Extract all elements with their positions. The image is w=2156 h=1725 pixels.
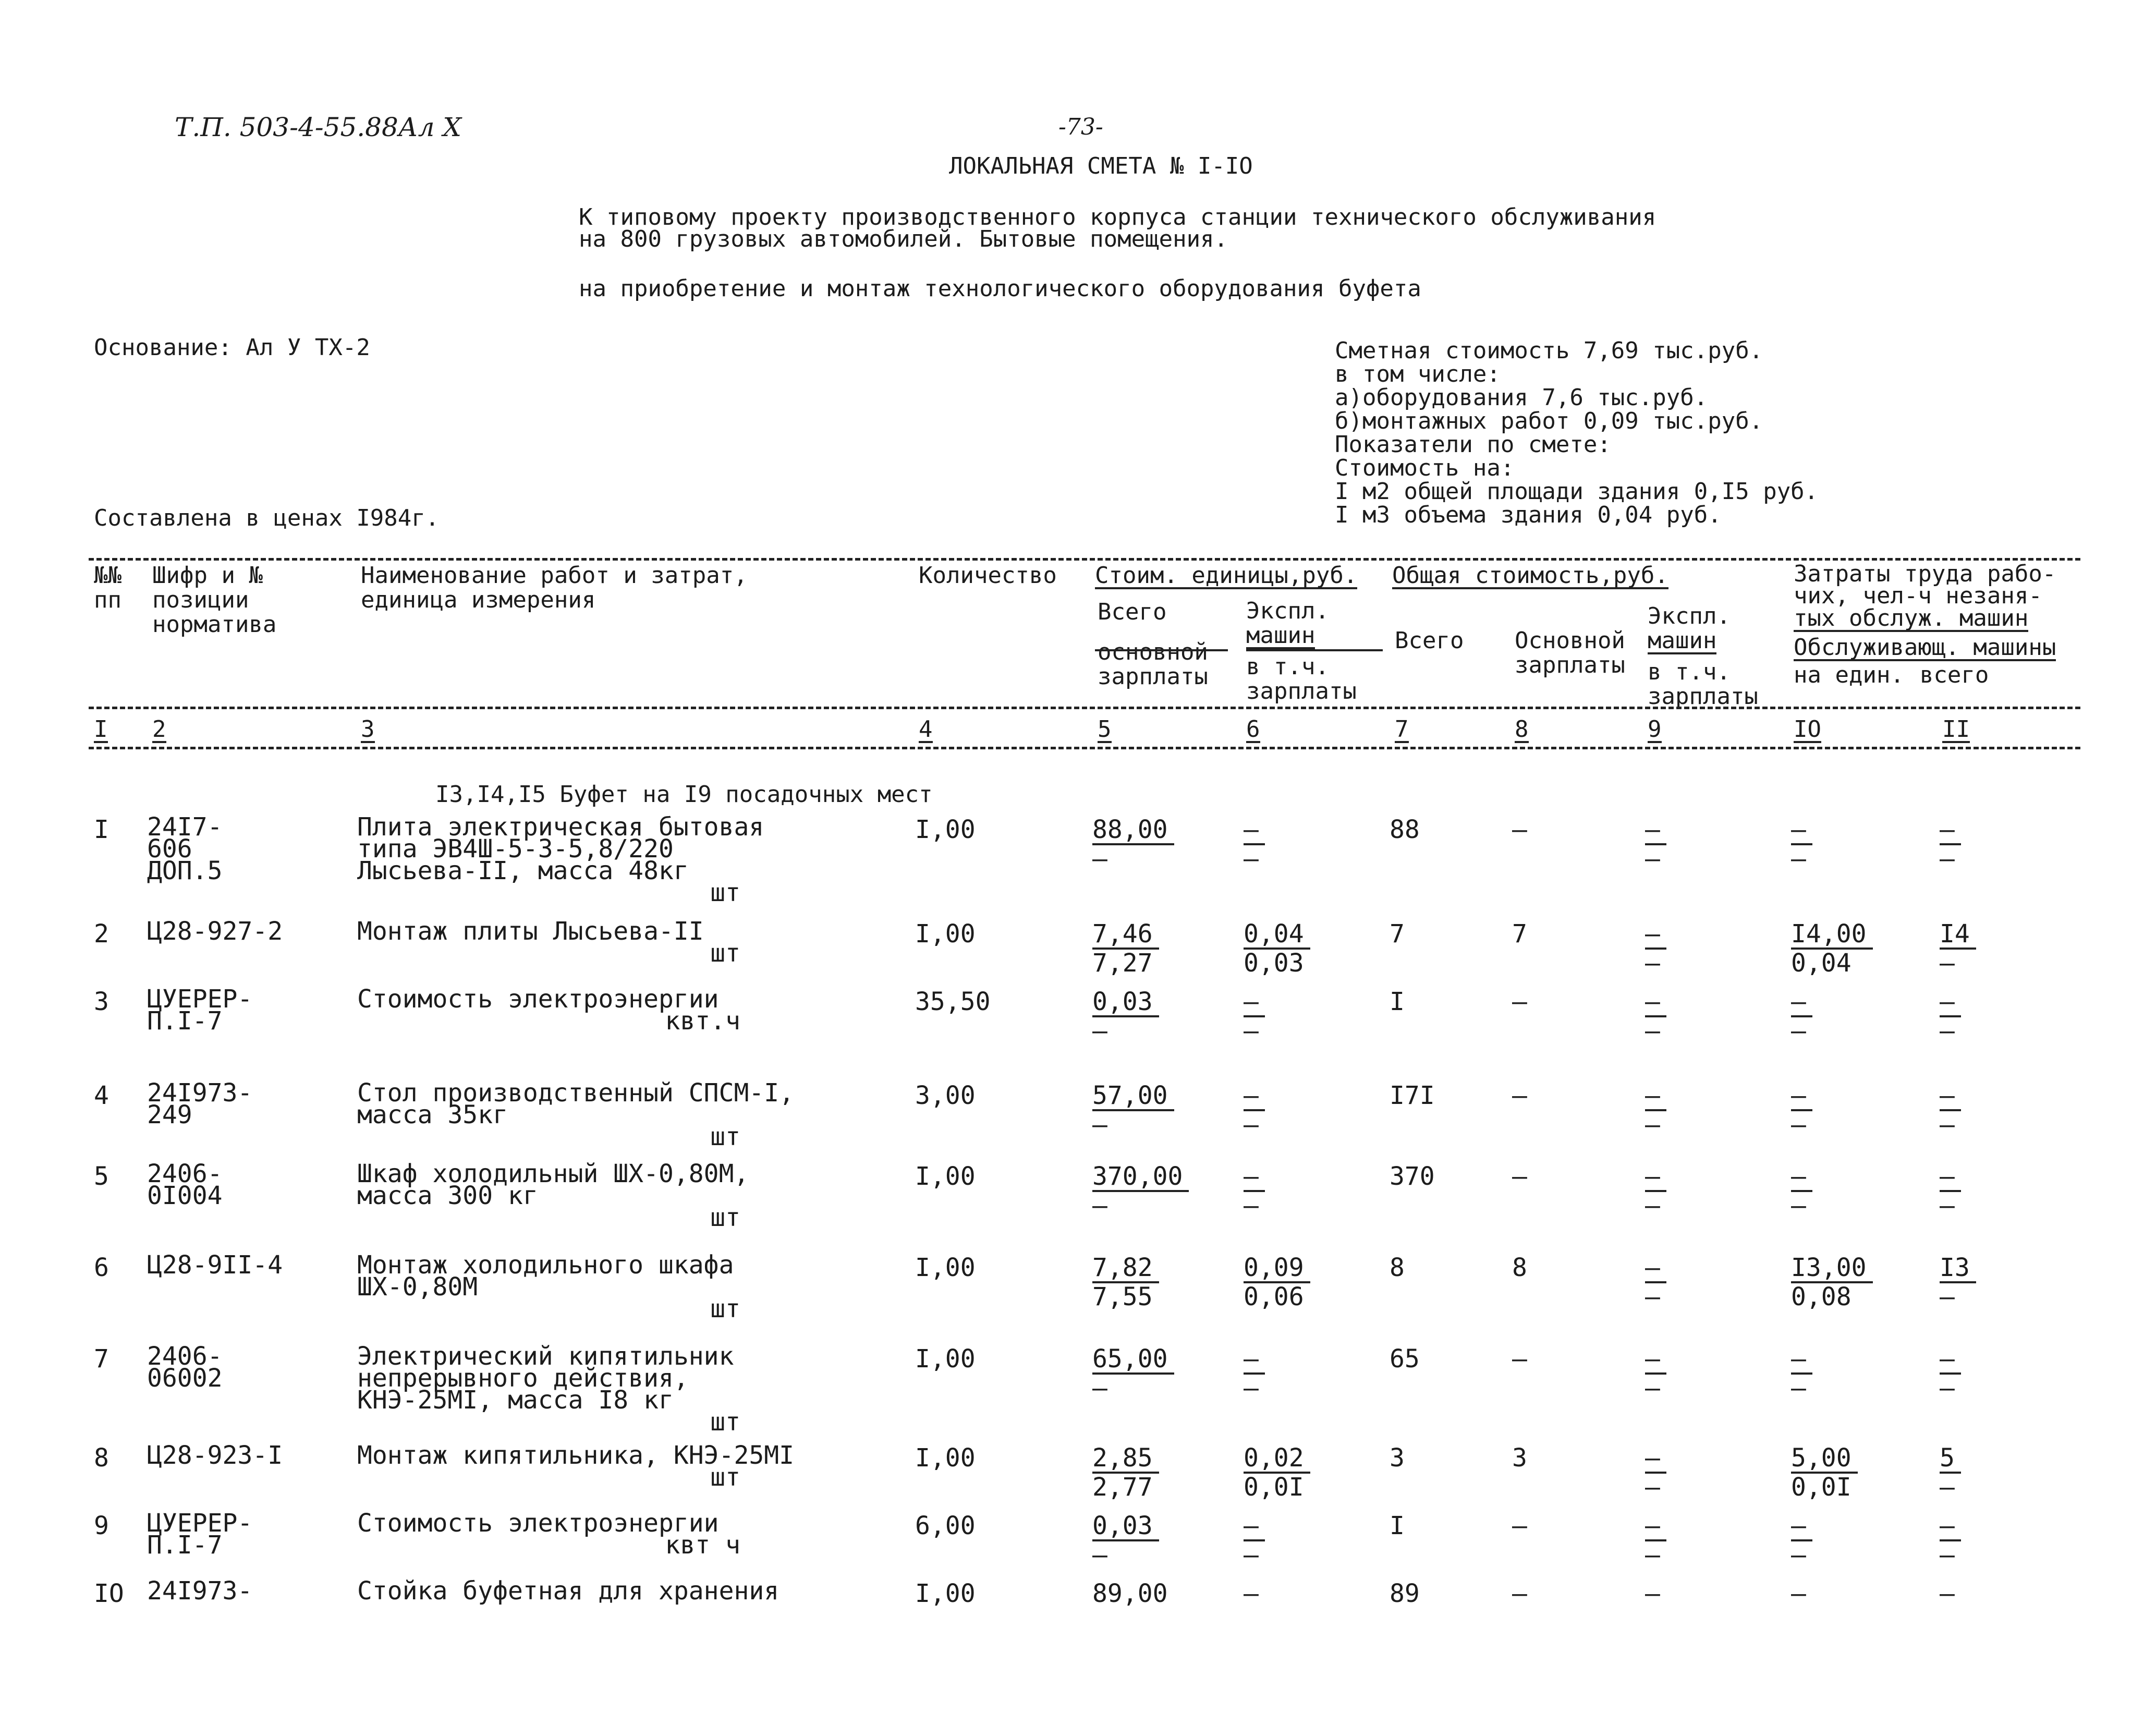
row-labor-total-bottom: – [1940,1374,1955,1403]
row-unit-cost-total [1092,1512,1159,1569]
row-labor-total [1940,1163,1961,1219]
row-total-cost: 65 [1390,1344,1420,1374]
row-labor-total-bottom: – [1940,949,1955,978]
row-name: Стол производственный СПСМ-I, масса 35кг [357,1078,795,1129]
row-quantity: 3,00 [915,1081,976,1110]
row-unit-cost-machines-bottom: – [1244,1191,1259,1220]
col-number: 7 [1395,716,1409,743]
row-labor-total [1940,920,1976,977]
row-unit-cost-total [1092,1444,1159,1501]
row-total-wages: – [1512,1081,1527,1110]
row-number: 8 [94,1443,109,1473]
row-number: I [94,815,109,844]
row-unit-cost-machines-top: – [1244,1163,1265,1192]
row-unit-cost-total-bottom: 7,55 [1092,1282,1153,1311]
row-unit-cost-total-top: 2,85 [1092,1444,1159,1474]
group-total-cost-header: Общая стоимость,руб. [1392,562,1668,589]
row-total-wages: – [1512,815,1527,844]
row-labor-total [1940,1254,1976,1310]
summary-line: Стоимость на: [1335,455,1515,481]
row-unit-cost-machines-top: – [1244,1579,1259,1608]
row-unit-cost-machines-top: – [1244,988,1265,1017]
row-total-machines [1645,1254,1666,1310]
row-labor-total-bottom: – [1940,1016,1955,1046]
row-unit-cost-machines [1244,1580,1259,1607]
row-labor-per-unit-top: – [1791,988,1812,1017]
row-name: Стоимость электроэнергии [357,985,719,1014]
row-name: Шкаф холодильный ШХ-0,80М, масса 300 кг [357,1159,749,1210]
row-number: 7 [94,1344,109,1374]
row-unit-cost-machines-bottom: – [1244,1540,1259,1570]
col-5-header: Всего основной зарплаты [1098,599,1208,690]
row-unit-cost-total [1092,920,1159,977]
row-number: 2 [94,919,109,949]
row-labor-total-bottom: – [1940,1282,1955,1311]
row-total-machines-top: – [1645,816,1666,845]
row-total-wages: – [1512,1579,1527,1608]
row-labor-per-unit-top: – [1791,816,1812,845]
row-labor-per-unit [1791,1082,1812,1138]
row-unit-cost-machines [1244,816,1265,872]
row-name: Монтаж кипятильника, КНЭ-25МI [357,1441,795,1470]
row-name: Стоимость электроэнергии [357,1509,719,1538]
page-number: -73- [1058,114,1103,140]
row-total-machines-top: – [1645,1512,1666,1541]
row-total-wages: 3 [1512,1443,1527,1473]
row-total-machines [1645,920,1666,977]
row-unit-cost-total-bottom: 2,77 [1092,1473,1153,1502]
row-unit-cost-machines [1244,1512,1265,1569]
row-quantity: I,00 [915,1162,976,1191]
purpose-line: на приобретение и монтаж технологического оборудования буфета [579,275,1421,302]
row-code: ЦУЕРЕР- П.I-7 [147,985,253,1036]
row-unit-cost-machines-top: 0,09 [1244,1254,1310,1283]
row-unit-cost-total-top: 88,00 [1092,816,1174,845]
row-total-machines-top: – [1645,1082,1666,1111]
row-unit: шт [710,1203,740,1232]
row-unit-cost-total [1092,1163,1189,1219]
row-unit-cost-machines [1244,1082,1265,1138]
row-labor-per-unit [1791,1254,1873,1310]
subtitle-line-1: К типовому проекту производственного корпуса станции технического обслуживания [579,204,1656,230]
col-8-header: Основной зарплаты [1515,627,1625,678]
row-total-cost: I [1390,1511,1405,1540]
row-labor-per-unit [1791,988,1812,1044]
row-labor-total-top: – [1940,1082,1961,1111]
summary-line: а)оборудования 7,6 тыс.руб. [1335,384,1708,411]
row-labor-total-bottom: – [1940,1473,1955,1502]
row-total-cost: I7I [1390,1081,1435,1110]
col-5-rule [1095,649,1228,651]
row-unit-cost-machines-bottom: 0,06 [1244,1282,1304,1311]
row-labor-total [1940,988,1961,1044]
row-total-wages: 7 [1512,919,1527,949]
row-total-machines-bottom: – [1645,1016,1660,1046]
row-quantity: I,00 [915,919,976,949]
basis-text: Основание: Ал У ТХ-2 [94,334,370,361]
row-unit-cost-machines-top: – [1244,1082,1265,1111]
row-name: Монтаж плиты Лысьева-II [357,917,704,946]
row-unit-cost-machines [1244,1254,1310,1310]
row-total-machines [1645,1163,1666,1219]
row-total-machines [1645,1512,1666,1569]
row-total-machines [1645,816,1666,872]
row-unit-cost-machines [1244,920,1310,977]
row-labor-total [1940,1082,1961,1138]
row-labor-total [1940,816,1961,872]
row-labor-total-top: – [1940,1345,1961,1375]
col-number: II [1942,716,1970,743]
row-quantity: 6,00 [915,1511,976,1540]
row-labor-per-unit-bottom: 0,04 [1791,949,1852,978]
row-unit-cost-total-top: 370,00 [1092,1163,1189,1192]
row-unit: квт.ч [665,1006,740,1036]
row-unit-cost-machines [1244,1444,1310,1501]
row-labor-total [1940,1580,1955,1607]
row-unit-cost-total-top: 0,03 [1092,988,1159,1017]
row-unit-cost-total-bottom: – [1092,1016,1107,1046]
prices-text: Составлена в ценах I984г. [94,505,440,531]
col-7-header: Всего [1395,627,1464,654]
row-quantity: I,00 [915,1443,976,1473]
row-labor-per-unit [1791,1580,1806,1607]
row-total-cost: 3 [1390,1443,1405,1473]
row-unit-cost-machines [1244,1345,1265,1402]
col-10-11-header: Затраты труда рабо- чих, чел-ч незаня- тых обслуж. машин Обслуживающ. машины на един. всего [1794,563,2056,686]
row-unit: шт [710,1122,740,1151]
row-unit-cost-total [1092,1082,1174,1138]
col-4-header: Количество [919,562,1057,589]
row-unit-cost-total-bottom: – [1092,1191,1107,1220]
group-unit-cost-header: Стоим. единицы,руб. [1095,562,1358,589]
row-quantity: I,00 [915,1253,976,1282]
row-name: Плита электрическая бытовая типа ЭВ4Ш-5-3-5,8/220 Лысьева-II, масса 48кг [357,812,764,885]
row-unit-cost-machines-top: 0,02 [1244,1444,1310,1474]
row-unit-cost-machines-bottom: 0,03 [1244,949,1304,978]
row-labor-total-bottom: – [1940,1110,1955,1139]
row-labor-per-unit [1791,1512,1812,1569]
row-unit-cost-total-top: 0,03 [1092,1512,1159,1541]
row-unit-cost-total [1092,816,1174,872]
row-total-machines [1645,1345,1666,1402]
header-top-rule [89,558,2080,561]
row-name: Монтаж холодильного шкафа ШХ-0,80М [357,1250,734,1302]
summary-block [1335,339,1818,527]
row-unit-cost-total-bottom: – [1092,844,1107,873]
row-labor-per-unit [1791,1345,1812,1402]
row-labor-total-top: I3 [1940,1254,1976,1283]
project-code: Т.П. 503-4-55.88Ал Х [175,112,461,142]
col-6-header: Экспл. машин в т.ч. зарплаты [1246,598,1357,704]
row-labor-per-unit-bottom: – [1791,1016,1806,1046]
row-total-machines [1645,1082,1666,1138]
row-labor-total-bottom: – [1940,1191,1955,1220]
document-title: ЛОКАЛЬНАЯ СМЕТА № I-IO [949,153,1253,179]
row-unit: шт [710,939,740,968]
row-labor-per-unit-top: – [1791,1345,1812,1375]
row-total-machines [1645,1444,1666,1501]
row-unit: квт ч [665,1530,740,1560]
row-quantity: I,00 [915,815,976,844]
row-labor-per-unit-bottom: 0,08 [1791,1282,1852,1311]
row-total-cost: I [1390,987,1405,1016]
row-labor-total-top: – [1940,1163,1961,1192]
row-unit-cost-machines-bottom: – [1244,1110,1259,1139]
row-total-wages: 8 [1512,1253,1527,1282]
row-unit-cost-total-bottom: – [1092,1374,1107,1403]
row-quantity: I,00 [915,1344,976,1374]
row-unit-cost-total-top: 89,00 [1092,1579,1168,1608]
row-unit-cost-machines-top: 0,04 [1244,920,1310,950]
row-labor-per-unit-top: I4,00 [1791,920,1873,950]
row-total-cost: 370 [1390,1162,1435,1191]
row-unit-cost-total-top: 7,46 [1092,920,1159,950]
row-labor-per-unit-bottom: – [1791,1110,1806,1139]
row-unit-cost-total-top: 57,00 [1092,1082,1174,1111]
row-number: 9 [94,1511,109,1540]
col-9-header: Экспл. машин в т.ч. зарплаты [1648,603,1758,710]
row-labor-total [1940,1345,1961,1402]
row-total-machines-top: – [1645,1163,1666,1192]
row-total-machines-top: – [1645,1345,1666,1375]
row-unit-cost-machines-top: – [1244,1345,1265,1375]
row-quantity: 35,50 [915,987,991,1016]
header-mid-rule [89,707,2080,709]
row-total-wages: – [1512,1344,1527,1374]
col-number: 9 [1648,716,1662,743]
col-2-header: Шифр и № позиции норматива [152,562,277,638]
row-unit: шт [710,878,740,907]
row-labor-total-bottom: – [1940,1540,1955,1570]
row-number: 6 [94,1253,109,1282]
row-total-machines-bottom: – [1645,844,1660,873]
row-code: Ц28-927-2 [147,917,283,946]
row-unit-cost-total [1092,1580,1168,1607]
row-total-machines-top: – [1645,1579,1660,1608]
col-1-header: №№ пп [94,562,121,613]
row-number: 3 [94,987,109,1016]
row-total-cost: 88 [1390,815,1420,844]
row-labor-per-unit [1791,816,1812,872]
row-unit-cost-machines-bottom: 0,0I [1244,1473,1304,1502]
row-total-wages: – [1512,1162,1527,1191]
col-6-rule [1246,649,1383,651]
row-labor-per-unit-top: 5,00 [1791,1444,1858,1474]
col-number: I [94,716,108,743]
row-labor-per-unit-bottom: – [1791,1540,1806,1570]
row-code: 24I7- 606 ДОП.5 [147,812,223,885]
row-labor-per-unit-top: I3,00 [1791,1254,1873,1283]
row-code: Ц28-9II-4 [147,1250,283,1280]
row-unit-cost-machines-bottom: – [1244,844,1259,873]
row-unit-cost-machines [1244,1163,1265,1219]
row-labor-per-unit-top: – [1791,1163,1812,1192]
row-labor-total-top: I4 [1940,920,1976,950]
row-unit-cost-total [1092,1254,1159,1310]
row-labor-per-unit-bottom: – [1791,844,1806,873]
row-unit-cost-total-bottom: – [1092,1110,1107,1139]
row-code: Ц28-923-I [147,1441,283,1470]
row-total-machines [1645,988,1666,1044]
row-total-machines-top: – [1645,920,1666,950]
col-number: IO [1794,716,1821,743]
row-total-machines-top: – [1645,1444,1666,1474]
row-total-machines-bottom: – [1645,1374,1660,1403]
row-unit-cost-total [1092,1345,1174,1402]
row-total-wages: – [1512,1511,1527,1540]
summary-line: I м2 общей площади здания 0,I5 руб. [1335,478,1819,505]
row-labor-per-unit [1791,920,1873,977]
row-total-machines-bottom: – [1645,949,1660,978]
row-labor-per-unit-top: – [1791,1512,1812,1541]
row-total-machines-bottom: – [1645,1191,1660,1220]
row-labor-total-top: – [1940,1579,1955,1608]
row-unit-cost-machines-bottom: – [1244,1016,1259,1046]
row-labor-per-unit-top: – [1791,1082,1812,1111]
row-code: 24I973- [147,1576,253,1606]
row-total-machines-bottom: – [1645,1540,1660,1570]
row-unit-cost-total-top: 65,00 [1092,1345,1174,1375]
row-labor-total-top: – [1940,1512,1961,1541]
row-labor-per-unit-bottom: – [1791,1191,1806,1220]
section-title: I3,I4,I5 Буфет на I9 посадочных мест [435,781,933,808]
row-unit-cost-machines-bottom: – [1244,1374,1259,1403]
row-total-machines-bottom: – [1645,1110,1660,1139]
row-total-cost: 89 [1390,1579,1420,1608]
row-number: IO [94,1579,124,1608]
row-name: Электрический кипятильник непрерывного действия, КНЭ-25МI, масса I8 кг [357,1342,734,1415]
row-labor-total-top: – [1940,816,1961,845]
row-quantity: I,00 [915,1579,976,1608]
row-unit-cost-total-bottom: 7,27 [1092,949,1153,978]
row-code: 24I973- 249 [147,1078,253,1129]
row-unit-cost-machines-top: – [1244,816,1265,845]
row-unit: шт [710,1294,740,1323]
col-number: 6 [1246,716,1260,743]
row-code: ЦУЕРЕР- П.I-7 [147,1509,253,1560]
row-code: 2406- 0I004 [147,1159,223,1210]
row-unit-cost-total-top: 7,82 [1092,1254,1159,1283]
row-unit: шт [710,1407,740,1437]
header-bottom-rule [89,747,2080,749]
row-labor-per-unit [1791,1444,1858,1501]
row-total-wages: – [1512,987,1527,1016]
row-total-machines-bottom: – [1645,1473,1660,1502]
summary-line: I м3 объема здания 0,04 руб. [1335,502,1722,528]
row-labor-per-unit [1791,1163,1812,1219]
row-unit-cost-total-bottom: – [1092,1540,1107,1570]
subtitle-line-2: на 800 грузовых автомобилей. Бытовые помещения. [579,226,1228,252]
summary-line: б)монтажных работ 0,09 тыс.руб. [1335,408,1763,434]
col-number: 5 [1098,716,1112,743]
col-3-header: Наименование работ и затрат, единица измерения [361,562,748,613]
col-number: 3 [361,716,375,743]
row-name: Стойка буфетная для хранения [357,1576,779,1606]
row-number: 4 [94,1081,109,1110]
row-labor-total [1940,1512,1961,1569]
summary-line: в том числе: [1335,361,1501,387]
row-total-machines-top: – [1645,1254,1666,1283]
row-labor-per-unit-bottom: – [1791,1374,1806,1403]
row-unit-cost-total [1092,988,1159,1044]
row-total-machines-top: – [1645,988,1666,1017]
row-labor-total-top: 5 [1940,1444,1961,1474]
row-labor-per-unit-top: – [1791,1579,1806,1608]
summary-line: Показатели по смете: [1335,431,1611,458]
row-total-cost: 8 [1390,1253,1405,1282]
col-number: 8 [1515,716,1529,743]
row-labor-total-bottom: – [1940,844,1955,873]
row-labor-total [1940,1444,1961,1501]
row-labor-total-top: – [1940,988,1961,1017]
col-number: 4 [919,716,933,743]
row-total-machines-bottom: – [1645,1282,1660,1311]
summary-line: Сметная стоимость 7,69 тыс.руб. [1335,337,1763,364]
row-number: 5 [94,1162,109,1191]
row-code: 2406- 06002 [147,1342,223,1393]
row-unit: шт [710,1463,740,1492]
row-unit-cost-machines-top: – [1244,1512,1265,1541]
row-total-cost: 7 [1390,919,1405,949]
col-number: 2 [152,716,166,743]
row-total-machines [1645,1580,1660,1607]
row-unit-cost-machines [1244,988,1265,1044]
row-labor-per-unit-bottom: 0,0I [1791,1473,1852,1502]
